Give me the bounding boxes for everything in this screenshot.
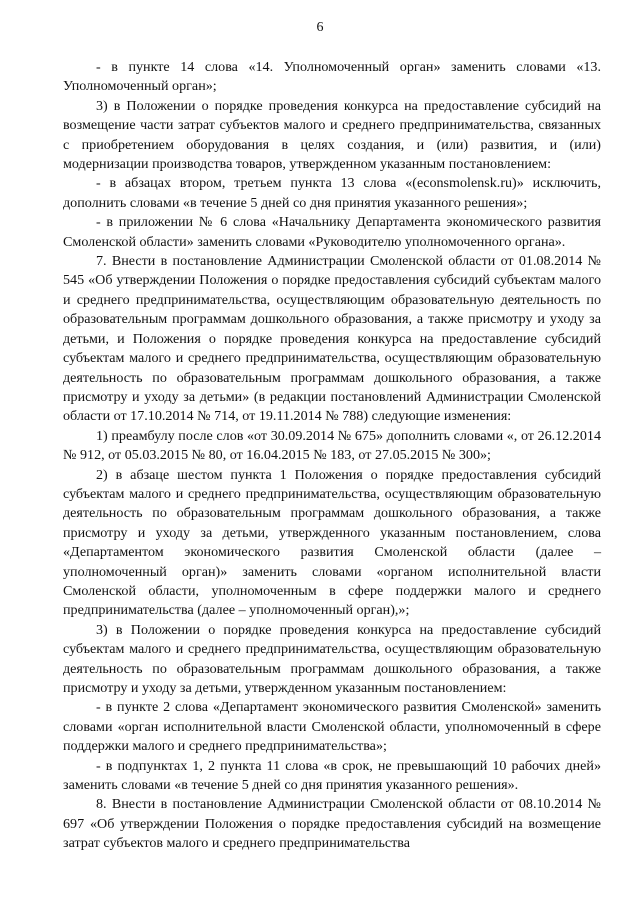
document-body bbox=[63, 58, 601, 854]
paragraph-section-8: 8. Внести в постановление Администрации Смоленской области от 08.10.2014 № 697 «Об утверждении Положения о порядке предоставления субсидий на возмещение затрат субъектов малого и среднего предпринимательства bbox=[63, 796, 601, 852]
paragraph-preamble-change: 1) преамбулу после слов «от 30.09.2014 № 675» дополнить словами «, от 26.12.2014 № 912, от 05.03.2015 № 80, от 16.04.2015 № 183, от 27.05.2015 № 300»; bbox=[63, 427, 601, 464]
paragraph-contest-regulation: 3) в Положении о порядке проведения конкурса на предоставление субсидий субъектам малого и среднего предпринимательства, осуществляющим образовательную деятельность по образовательным программам дошкольного образования, а также присмотру и уходу за детьми, утвержденном указанным постановлением: bbox=[63, 621, 601, 696]
paragraph-appendix-6-change: - в приложении № 6 слова «Начальнику Департамента экономического развития Смоленской области» заменить словами «Руководителю уполномоченного органа». bbox=[63, 214, 601, 250]
paragraph-equipment-contest-regulation: 3) в Положении о порядке проведения конкурса на предоставление субсидий на возмещение части затрат субъектов малого и среднего предпринимательства, связанных с приобретением оборудования в целях создания, и (или) развития, и (или) модернизации производства товаров, утвержденном указанным постановлением: bbox=[63, 97, 601, 173]
paragraph-item-13-change: - в абзацах втором, третьем пункта 13 слова «(econsmolensk.ru)» исключить, дополнить словами «в течение 5 дней со дня принятия указанного решения»; bbox=[63, 175, 601, 211]
paragraph-item-14-change: - в пункте 14 слова «14. Уполномоченный орган» заменить словами «13. Уполномоченный орган»; bbox=[63, 59, 601, 95]
page-number: 6 bbox=[316, 20, 324, 35]
paragraph-item-1-change: 2) в абзаце шестом пункта 1 Положения о порядке предоставления субсидий субъектам малого и среднего предпринимательства, осуществляющим образовательную деятельность по образовательным программам дошкольного образования, а также присмотру и уходу за детьми, утвержденного указанным постановлением, слова «Департаментом экономического развития Смоленской области (далее – уполномоченный орган)» заменить словами «органом исполнительной власти Смоленской области, уполномоченным в сфере поддержки малого и среднего предпринимательства (далее – уполномоченный орган),»; bbox=[63, 466, 601, 619]
paragraph-item-11-change: - в подпунктах 1, 2 пункта 11 слова «в срок, не превышающий 10 рабочих дней» заменить словами «в течение 5 дней со дня принятия указанного решения». bbox=[63, 757, 601, 794]
paragraph-section-7: 7. Внести в постановление Администрации Смоленской области от 01.08.2014 № 545 «Об утверждении Положения о порядке предоставления субсидий субъектам малого и среднего предпринимательства, осуществляющим образовательную деятельность по образовательным программам дошкольного образования, а также присмотру и уходу за детьми, и Положения о порядке проведения конкурса на предоставление субсидий субъектам малого и среднего предпринимательства, осуществляющим образовательную деятельность по образовательным программам дошкольного образования, а также присмотру и уходу за детьми» (в редакции постановлений Администрации Смоленской области от 17.10.2014 № 714, от 19.11.2014 № 788) следующие изменения: bbox=[63, 253, 601, 425]
paragraph-item-2-change: - в пункте 2 слова «Департамент экономического развития Смоленской» заменить словами «орган исполнительной власти Смоленской области, уполномоченный в сфере поддержки малого и среднего предпринимательства»; bbox=[63, 699, 601, 755]
